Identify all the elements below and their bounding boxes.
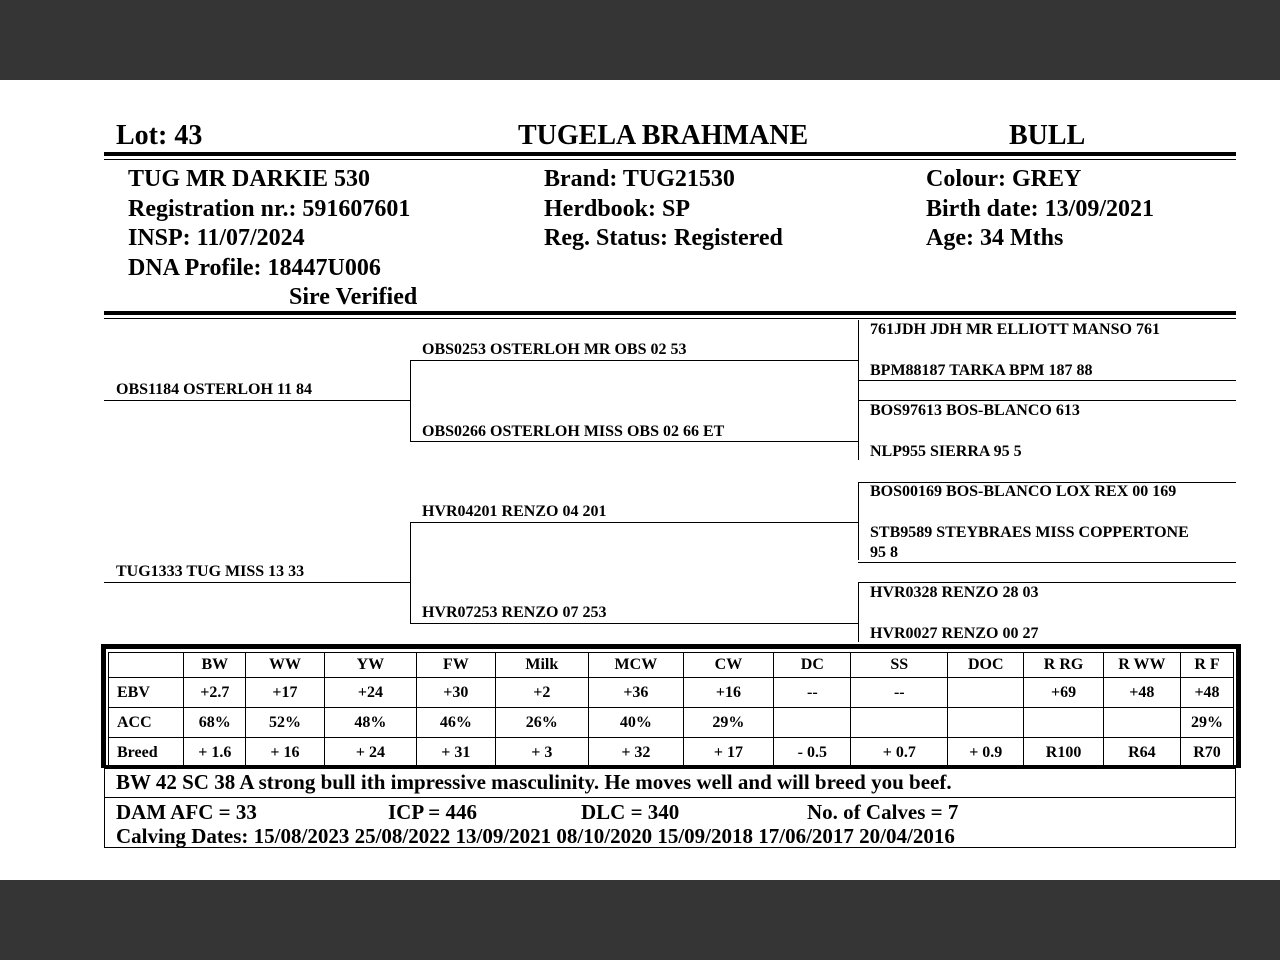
brand: Brand: TUG21530 [544, 166, 735, 192]
info-rule-thick [104, 311, 1236, 315]
pedigree-gg-2: BPM88187 TARKA BPM 187 88 [870, 362, 1093, 379]
dam-afc: DAM AFC = 33 [116, 800, 257, 824]
ebv-column-header [109, 653, 184, 678]
dam-dlc: DLC = 340 [581, 800, 680, 824]
ebv-cell: +24 [324, 678, 417, 708]
pedigree-dam-dam: HVR07253 RENZO 07 253 [422, 604, 607, 621]
ebv-cell: + 3 [495, 738, 589, 768]
ebv-cell: +2 [495, 678, 589, 708]
ebv-column-header: BW [184, 653, 246, 678]
ebv-row [109, 678, 1234, 708]
ebv-cell: +48 [1181, 678, 1234, 708]
pedigree-connector [858, 482, 859, 560]
pedigree-gg-4: NLP955 SIERRA 95 5 [870, 443, 1022, 460]
ebv-column-header: FW [417, 653, 495, 678]
ebv-column-header: R WW [1103, 653, 1180, 678]
pedigree-gg-6-cont: 95 8 [870, 544, 898, 561]
ebv-cell: + 0.9 [948, 738, 1024, 768]
ebv-table [108, 652, 1234, 768]
pedigree-line [858, 380, 1236, 381]
ebv-cell: 29% [683, 708, 774, 738]
pedigree-gg-1: 761JDH JDH MR ELLIOTT MANSO 761 [870, 321, 1160, 338]
ebv-cell [948, 678, 1024, 708]
colour: Colour: GREY [926, 166, 1082, 192]
ebv-cell: +69 [1024, 678, 1103, 708]
ebv-cell [774, 708, 851, 738]
ebv-column-header: DOC [948, 653, 1024, 678]
dna-profile: DNA Profile: 18447U006 [128, 255, 381, 281]
ebv-cell: 48% [324, 708, 417, 738]
ebv-cell: +17 [246, 678, 324, 708]
ebv-cell: 40% [589, 708, 684, 738]
ebv-cell: + 32 [589, 738, 684, 768]
ebv-cell: R100 [1024, 738, 1103, 768]
age: Age: 34 Mths [926, 225, 1064, 251]
ebv-cell: +36 [589, 678, 684, 708]
ebv-column-header: SS [851, 653, 948, 678]
ebv-cell [1103, 708, 1180, 738]
pedigree-gg-3: BOS97613 BOS-BLANCO 613 [870, 402, 1080, 419]
pedigree-line [104, 400, 410, 401]
pedigree-line [104, 582, 410, 583]
reg-status: Reg. Status: Registered [544, 225, 783, 251]
pedigree-connector [858, 320, 859, 460]
pedigree-line [858, 582, 1236, 583]
animal-sex: BULL [1009, 120, 1086, 151]
bull-comment: BW 42 SC 38 A strong bull ith impressive masculinity. He moves well and will breed you beef. [116, 770, 952, 794]
pedigree-sire-dam: OBS0266 OSTERLOH MISS OBS 02 66 ET [422, 423, 725, 440]
ebv-column-header: R F [1181, 653, 1234, 678]
ebv-row [109, 738, 1234, 768]
calving-dates: Calving Dates: 15/08/2023 25/08/2022 13/09/2021 08/10/2020 15/09/2018 17/06/2017 20/04/2016 [116, 824, 955, 848]
ebv-cell [851, 708, 948, 738]
pedigree-gg-6: STB9589 STEYBRAES MISS COPPERTONE [870, 524, 1189, 541]
ebv-column-header: YW [324, 653, 417, 678]
ebv-cell: + 1.6 [184, 738, 246, 768]
ebv-cell: 26% [495, 708, 589, 738]
pedigree-line [858, 400, 1236, 401]
ebv-cell: -- [774, 678, 851, 708]
pedigree-line [410, 522, 858, 523]
herdbook: Herdbook: SP [544, 196, 691, 222]
ebv-row-label: Breed [109, 738, 184, 768]
ebv-cell: + 31 [417, 738, 495, 768]
ebv-cell: 68% [184, 708, 246, 738]
birth-date: Birth date: 13/09/2021 [926, 196, 1154, 222]
ebv-header-row [109, 653, 1234, 678]
ebv-column-header: Milk [495, 653, 589, 678]
dam-calves: No. of Calves = 7 [807, 800, 959, 824]
ebv-cell: + 0.7 [851, 738, 948, 768]
info-rule-thin [104, 318, 1236, 319]
pedigree-connector [858, 582, 859, 642]
ebv-cell: +2.7 [184, 678, 246, 708]
farm-name: TUGELA BRAHMANE [518, 120, 809, 151]
pedigree-line [410, 441, 858, 442]
pedigree-line [858, 562, 1236, 563]
ebv-cell: R70 [1181, 738, 1234, 768]
comment-divider [104, 797, 1236, 798]
ebv-cell: + 24 [324, 738, 417, 768]
pedigree-gg-8: HVR0027 RENZO 00 27 [870, 625, 1039, 642]
pedigree-gg-5: BOS00169 BOS-BLANCO LOX REX 00 169 [870, 483, 1177, 500]
pedigree-connector [410, 522, 411, 623]
ebv-cell [948, 708, 1024, 738]
sire-verified: Sire Verified [289, 284, 418, 310]
ebv-row-label: EBV [109, 678, 184, 708]
ebv-column-header: R RG [1024, 653, 1103, 678]
header-rule-thick [104, 152, 1236, 156]
lot-number: Lot: 43 [116, 120, 203, 151]
ebv-cell: 29% [1181, 708, 1234, 738]
insp-date: INSP: 11/07/2024 [128, 225, 305, 251]
header-rule-thin [104, 159, 1236, 160]
ebv-cell: 46% [417, 708, 495, 738]
pedigree-line [858, 482, 1236, 483]
ebv-cell: -- [851, 678, 948, 708]
ebv-cell: - 0.5 [774, 738, 851, 768]
ebv-column-header: DC [774, 653, 851, 678]
dam-icp: ICP = 446 [388, 800, 477, 824]
pedigree-sire: OBS1184 OSTERLOH 11 84 [116, 381, 313, 398]
ebv-column-header: WW [246, 653, 324, 678]
pedigree-sire-sire: OBS0253 OSTERLOH MR OBS 02 53 [422, 341, 687, 358]
pedigree-connector [410, 360, 411, 442]
animal-name: TUG MR DARKIE 530 [128, 166, 371, 192]
ebv-cell: +16 [683, 678, 774, 708]
pedigree-line [410, 360, 858, 361]
ebv-cell: + 17 [683, 738, 774, 768]
ebv-cell: R64 [1103, 738, 1180, 768]
pedigree-dam-sire: HVR04201 RENZO 04 201 [422, 503, 607, 520]
ebv-column-header: MCW [589, 653, 684, 678]
ebv-cell [1024, 708, 1103, 738]
ebv-row-label: ACC [109, 708, 184, 738]
ebv-cell: +30 [417, 678, 495, 708]
ebv-cell: 52% [246, 708, 324, 738]
pedigree-gg-7: HVR0328 RENZO 28 03 [870, 584, 1039, 601]
pedigree-line [410, 623, 858, 624]
ebv-row [109, 708, 1234, 738]
pedigree-dam: TUG1333 TUG MISS 13 33 [116, 563, 305, 580]
lot-card [0, 80, 1280, 880]
ebv-cell: + 16 [246, 738, 324, 768]
registration-number: Registration nr.: 591607601 [128, 196, 411, 222]
ebv-column-header: CW [683, 653, 774, 678]
ebv-cell: +48 [1103, 678, 1180, 708]
